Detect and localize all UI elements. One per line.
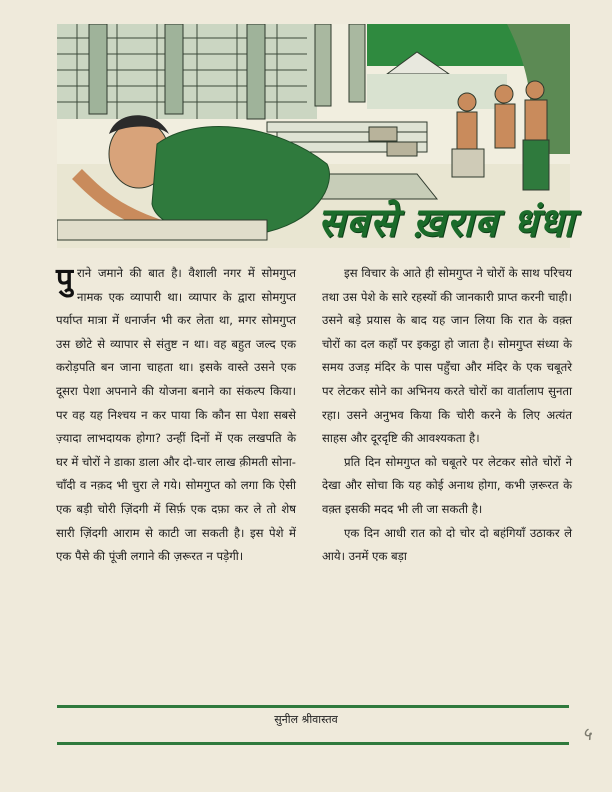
left-column	[56, 262, 296, 569]
paragraph-text: राने जमाने की बात है। वैशाली नगर में सोमगुप्त नामक एक व्यापारी था। व्यापार के द्वारा सोमगुप्त पर्याप्त मात्रा में धनार्जन भी कर लेता था, मगर सोमगुप्त उस छोटे से व्यापार से संतुष्ट न था। वह बहुत जल्द एक करोड़पति बन जाना चाहता था। इसके वास्ते उसने एक दूसरा पेशा अपनाने की योजना बनाने का संकल्प किया। पर वह यह निश्चय न कर पाया कि कौन सा पेशा सबसे ज़्यादा लाभदायक होगा? उन्हीं दिनों में एक लखपति के घर में चोरों ने डाका डाला और दो-चार लाख क़ीमती सोना-चाँदी व नक़द भी चुरा ले गये। सोमगुप्त को लगा कि ऐसी एक बड़ी चोरी ज़िंदगी में सिर्फ़ एक दफ़ा कर ले तो शेष सारी ज़िंदगी आराम से काटी जा सकती है। इस पेशे में एक पैसे की पूंजी लगाने की ज़रूरत न पड़ेगी।	[56, 266, 296, 564]
divider-bottom	[57, 742, 569, 745]
drop-cap: पु	[56, 262, 74, 297]
paragraph	[56, 262, 296, 569]
right-column	[322, 262, 572, 569]
paragraph: इस विचार के आते ही सोमगुप्त ने चोरों के साथ परिचय तथा उस पेशे के सारे रहस्यों की जानकारी प्राप्त करनी चाही। उसने बड़े प्रयास के बाद यह जान लिया कि रात के वक़्त चोरों का दल कहाँ पर इकट्ठा हो जाता है। सोमगुप्त संध्या के समय उजड़ मंदिर के पास पहुँचा और मंदिर के एक चबूतरे पर लेटकर सोने का अभिनय करते चोरों का वार्तालाप सुनता रहा। उसने अनुभव किया कि चोरी करने के लिए अत्यंत साहस और दूरदृष्टि की आवश्यकता है।	[322, 266, 572, 446]
page-number: ५	[582, 724, 592, 745]
story-title: सबसे ख़राब धंधा	[318, 200, 575, 246]
paragraph: प्रति दिन सोमगुप्त को चबूतरे पर लेटकर सोते चोरों ने देखा और सोचा कि यह कोई अनाथ होगा, कभी ज़रूरत के वक़्त इसकी मदद भी ली जा सकती है।	[322, 454, 572, 516]
divider-top	[57, 705, 569, 708]
author-credit: सुनील श्रीवास्तव	[274, 713, 338, 726]
paragraph: एक दिन आधी रात को दो चोर दो बहंगियाँ उठाकर ले आये। उनमें एक बड़ा	[322, 525, 572, 564]
